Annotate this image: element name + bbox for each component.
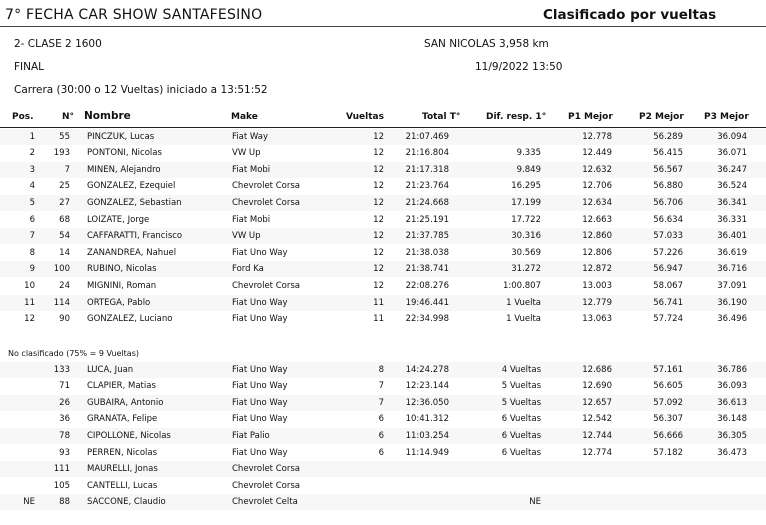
- cell-gap: 6 Vueltas: [501, 447, 541, 458]
- cell-laps: 11: [373, 297, 384, 308]
- table-row: [0, 411, 766, 427]
- cell-p2: 56.567: [653, 164, 683, 175]
- cell-pos: NE: [23, 497, 35, 508]
- cell-p3: 36.247: [717, 164, 747, 175]
- cell-name: RUBINO, Nicolas: [87, 264, 157, 275]
- cell-p3: 36.613: [717, 397, 747, 408]
- cell-p3: 36.093: [717, 381, 747, 392]
- table-row: [0, 362, 766, 378]
- race-info: Carrera (30:00 o 12 Vueltas) iniciado a 13:51:52: [14, 84, 268, 96]
- table-row: [0, 178, 766, 194]
- cell-p1: 12.657: [582, 397, 612, 408]
- cell-make: Fiat Uno Way: [232, 364, 288, 375]
- datetime-label: 11/9/2022 13:50: [475, 61, 563, 73]
- cell-p1: 12.774: [582, 447, 612, 458]
- report-title: Clasificado por vueltas: [543, 7, 717, 23]
- cell-name: SACCONE, Claudio: [87, 497, 166, 508]
- col-laps: Vueltas: [346, 112, 384, 122]
- cell-total: 21:07.469: [405, 131, 449, 142]
- cell-total: 11:14.949: [405, 447, 449, 458]
- table-row: [0, 278, 766, 294]
- cell-num: 14: [59, 247, 70, 258]
- cell-pos: 10: [24, 280, 35, 291]
- cell-gap: 4 Vueltas: [501, 364, 541, 375]
- cell-p2: 56.415: [653, 148, 683, 159]
- cell-laps: 6: [378, 447, 384, 458]
- cell-p1: 12.690: [582, 381, 612, 392]
- cell-make: Fiat Uno Way: [232, 314, 288, 325]
- cell-make: Fiat Uno Way: [232, 397, 288, 408]
- cell-laps: 12: [373, 214, 384, 225]
- cell-laps: 7: [378, 397, 384, 408]
- cell-p1: 13.003: [582, 280, 612, 291]
- cell-gap: 9.849: [516, 164, 541, 175]
- cell-num: 24: [59, 280, 70, 291]
- cell-make: Fiat Uno Way: [232, 297, 288, 308]
- cell-p2: 57.724: [653, 314, 683, 325]
- cell-p3: 36.341: [717, 197, 747, 208]
- cell-gap: 17.722: [511, 214, 541, 225]
- cell-name: ZANANDREA, Nahuel: [87, 247, 177, 258]
- cell-num: 36: [59, 414, 70, 425]
- cell-laps: 12: [373, 264, 384, 275]
- cell-num: 88: [59, 497, 70, 508]
- cell-name: CANTELLI, Lucas: [87, 480, 158, 491]
- cell-p3: 36.190: [717, 297, 747, 308]
- cell-num: 111: [53, 464, 70, 475]
- col-pos: Pos.: [12, 112, 34, 122]
- cell-name: GONZALEZ, Luciano: [87, 314, 173, 325]
- cell-p2: 56.741: [653, 297, 683, 308]
- cell-num: 93: [59, 447, 70, 458]
- cell-name: GRANATA, Felipe: [87, 414, 158, 425]
- cell-total: 12:36.050: [405, 397, 449, 408]
- cell-p1: 12.778: [582, 131, 612, 142]
- cell-num: 26: [59, 397, 70, 408]
- table-row: [0, 494, 766, 510]
- cell-laps: 8: [378, 364, 384, 375]
- cell-p2: 56.307: [653, 414, 683, 425]
- cell-p2: 57.161: [653, 364, 683, 375]
- table-row: [0, 212, 766, 228]
- table-row: [0, 478, 766, 494]
- cell-num: 54: [59, 231, 70, 242]
- cell-pos: 1: [29, 131, 35, 142]
- col-make: Make: [231, 112, 258, 122]
- cell-laps: 12: [373, 247, 384, 258]
- cell-laps: 6: [378, 430, 384, 441]
- cell-p2: 56.947: [653, 264, 683, 275]
- cell-total: 21:23.764: [405, 181, 449, 192]
- cell-total: 21:25.191: [405, 214, 449, 225]
- cell-p1: 12.779: [582, 297, 612, 308]
- col-gap: Dif. resp. 1°: [486, 112, 547, 122]
- table-row: [0, 395, 766, 411]
- cell-p3: 36.331: [717, 214, 747, 225]
- cell-num: 68: [59, 214, 70, 225]
- cell-laps: 12: [373, 131, 384, 142]
- cell-p1: 12.860: [582, 231, 612, 242]
- cell-p1: 12.706: [582, 181, 612, 192]
- title-divider: [0, 26, 766, 27]
- col-name: Nombre: [84, 110, 131, 122]
- cell-make: Fiat Uno Way: [232, 381, 288, 392]
- cell-pos: 9: [29, 264, 35, 275]
- cell-laps: 12: [373, 280, 384, 291]
- cell-total: 21:24.668: [405, 197, 449, 208]
- cell-p2: 56.666: [653, 430, 683, 441]
- cell-p1: 12.449: [582, 148, 612, 159]
- cell-gap: 1 Vuelta: [506, 297, 541, 308]
- cell-pos: 6: [29, 214, 35, 225]
- cell-p3: 36.305: [717, 430, 747, 441]
- table-row: [0, 295, 766, 311]
- cell-p2: 56.634: [653, 214, 683, 225]
- cell-total: 10:41.312: [405, 414, 449, 425]
- cell-p1: 12.806: [582, 247, 612, 258]
- cell-p1: 12.744: [582, 430, 612, 441]
- cell-gap: 30.316: [511, 231, 541, 242]
- cell-name: LUCA, Juan: [87, 364, 134, 375]
- cell-num: 27: [59, 197, 70, 208]
- cell-laps: 12: [373, 148, 384, 159]
- cell-p3: 36.786: [717, 364, 747, 375]
- table-row: [0, 195, 766, 211]
- table-row: [0, 378, 766, 394]
- cell-make: Chevrolet Corsa: [232, 464, 300, 475]
- cell-gap: 5 Vueltas: [501, 381, 541, 392]
- cell-p2: 56.289: [653, 131, 683, 142]
- cell-num: 25: [59, 181, 70, 192]
- table-row: [0, 461, 766, 477]
- event-title: 7° FECHA CAR SHOW SANTAFESINO: [5, 7, 263, 23]
- cell-make: Fiat Way: [232, 131, 268, 142]
- cell-gap: 1:00.807: [502, 280, 541, 291]
- cell-pos: 11: [24, 297, 35, 308]
- table-row: [0, 245, 766, 261]
- cell-num: 90: [59, 314, 70, 325]
- cell-gap: 6 Vueltas: [501, 414, 541, 425]
- cell-make: Fiat Uno Way: [232, 247, 288, 258]
- cell-name: PINCZUK, Lucas: [87, 131, 155, 142]
- cell-num: 55: [59, 131, 70, 142]
- cell-p3: 36.148: [717, 414, 747, 425]
- cell-total: 21:38.038: [405, 247, 449, 258]
- cell-num: 133: [53, 364, 70, 375]
- cell-p1: 12.663: [582, 214, 612, 225]
- cell-name: PONTONI, Nicolas: [87, 148, 162, 159]
- col-num: N°: [62, 112, 75, 122]
- cell-gap: 5 Vueltas: [501, 397, 541, 408]
- cell-num: 193: [53, 148, 70, 159]
- cell-total: 12:23.144: [405, 381, 449, 392]
- cell-p2: 56.880: [653, 181, 683, 192]
- cell-p2: 57.226: [653, 247, 683, 258]
- cell-p3: 36.496: [717, 314, 747, 325]
- cell-pos: 2: [29, 148, 35, 159]
- cell-gap: 30.569: [511, 247, 541, 258]
- cell-p3: 36.619: [717, 247, 747, 258]
- cell-pos: 4: [29, 181, 35, 192]
- cell-gap: 31.272: [511, 264, 541, 275]
- cell-name: ORTEGA, Pablo: [87, 297, 151, 308]
- table-row: [0, 428, 766, 444]
- cell-make: Fiat Mobi: [232, 214, 271, 225]
- cell-name: GONZALEZ, Sebastian: [87, 197, 182, 208]
- cell-make: VW Up: [232, 231, 261, 242]
- cell-p2: 56.605: [653, 381, 683, 392]
- category-label: 2- CLASE 2 1600: [14, 38, 102, 50]
- cell-total: 19:46.441: [405, 297, 449, 308]
- cell-make: Chevrolet Celta: [232, 497, 298, 508]
- cell-p1: 12.632: [582, 164, 612, 175]
- cell-make: Chevrolet Corsa: [232, 280, 300, 291]
- cell-gap: 6 Vueltas: [501, 430, 541, 441]
- cell-gap: 16.295: [511, 181, 541, 192]
- cell-name: GONZALEZ, Ezequiel: [87, 181, 176, 192]
- cell-num: 71: [59, 381, 70, 392]
- cell-pos: 3: [29, 164, 35, 175]
- cell-laps: 12: [373, 181, 384, 192]
- cell-name: MIGNINI, Roman: [87, 280, 157, 291]
- cell-laps: 12: [373, 231, 384, 242]
- cell-total: 11:03.254: [405, 430, 449, 441]
- cell-p3: 36.401: [717, 231, 747, 242]
- cell-p2: 57.182: [653, 447, 683, 458]
- table-row: [0, 129, 766, 145]
- cell-p1: 12.686: [582, 364, 612, 375]
- cell-p2: 56.706: [653, 197, 683, 208]
- cell-p3: 36.071: [717, 148, 747, 159]
- cell-gap: 1 Vuelta: [506, 314, 541, 325]
- cell-total: 21:16.804: [405, 148, 449, 159]
- cell-total: 21:37.785: [405, 231, 449, 242]
- table-row: [0, 228, 766, 244]
- cell-p3: 36.473: [717, 447, 747, 458]
- cell-total: 21:17.318: [405, 164, 449, 175]
- cell-name: MINEN, Alejandro: [87, 164, 161, 175]
- table-row: [0, 445, 766, 461]
- cell-total: 14:24.278: [405, 364, 449, 375]
- circuit-label: SAN NICOLAS 3,958 km: [424, 38, 549, 50]
- cell-pos: 7: [29, 231, 35, 242]
- cell-make: Chevrolet Corsa: [232, 181, 300, 192]
- cell-num: 7: [64, 164, 70, 175]
- cell-p1: 12.872: [582, 264, 612, 275]
- cell-p1: 12.542: [582, 414, 612, 425]
- cell-p2: 58.067: [653, 280, 683, 291]
- cell-p3: 36.524: [717, 181, 747, 192]
- cell-make: Fiat Uno Way: [232, 414, 288, 425]
- cell-num: 105: [53, 480, 70, 491]
- cell-gap: 9.335: [516, 148, 541, 159]
- cell-name: MAURELLI, Jonas: [87, 464, 158, 475]
- cell-p2: 57.092: [653, 397, 683, 408]
- cell-name: GUBAIRA, Antonio: [87, 397, 164, 408]
- cell-p1: 12.634: [582, 197, 612, 208]
- col-p3: P3 Mejor: [704, 112, 749, 122]
- cell-p2: 57.033: [653, 231, 683, 242]
- cell-laps: 12: [373, 164, 384, 175]
- table-row: [0, 162, 766, 178]
- not-classified-label: No clasificado (75% = 9 Vueltas): [8, 349, 139, 358]
- table-row: [0, 311, 766, 327]
- cell-p3: 36.094: [717, 131, 747, 142]
- cell-name: CIPOLLONE, Nicolas: [87, 430, 171, 441]
- col-p2: P2 Mejor: [639, 112, 684, 122]
- cell-laps: 12: [373, 197, 384, 208]
- col-p1: P1 Mejor: [568, 112, 613, 122]
- cell-p3: 36.716: [717, 264, 747, 275]
- col-total: Total T°: [422, 112, 461, 122]
- cell-num: 78: [59, 430, 70, 441]
- cell-gap: 17.199: [511, 197, 541, 208]
- cell-pos: 12: [24, 314, 35, 325]
- cell-laps: 6: [378, 414, 384, 425]
- cell-make: Fiat Mobi: [232, 164, 271, 175]
- session-label: FINAL: [14, 61, 45, 73]
- cell-name: PERREN, Nicolas: [87, 447, 158, 458]
- cell-name: CLAPIER, Matias: [87, 381, 156, 392]
- cell-p1: 13.063: [582, 314, 612, 325]
- cell-total: 21:38.741: [405, 264, 449, 275]
- cell-make: Fiat Uno Way: [232, 447, 288, 458]
- cell-pos: 8: [29, 247, 35, 258]
- cell-total: 22:34.998: [405, 314, 449, 325]
- cell-name: LOIZATE, Jorge: [87, 214, 150, 225]
- cell-name: CAFFARATTI, Francisco: [87, 231, 183, 242]
- cell-pos: 5: [29, 197, 35, 208]
- cell-p3: 37.091: [717, 280, 747, 291]
- cell-laps: 11: [373, 314, 384, 325]
- cell-num: 100: [53, 264, 70, 275]
- cell-make: Chevrolet Corsa: [232, 197, 300, 208]
- cell-num: 114: [53, 297, 70, 308]
- cell-make: Chevrolet Corsa: [232, 480, 300, 491]
- cell-total: 22:08.276: [405, 280, 449, 291]
- cell-make: Ford Ka: [232, 264, 264, 275]
- table-row: [0, 145, 766, 161]
- cell-make: VW Up: [232, 148, 261, 159]
- table-row: [0, 261, 766, 277]
- cell-make: Fiat Palio: [232, 430, 270, 441]
- cell-laps: 7: [378, 381, 384, 392]
- cell-gap: NE: [529, 497, 541, 508]
